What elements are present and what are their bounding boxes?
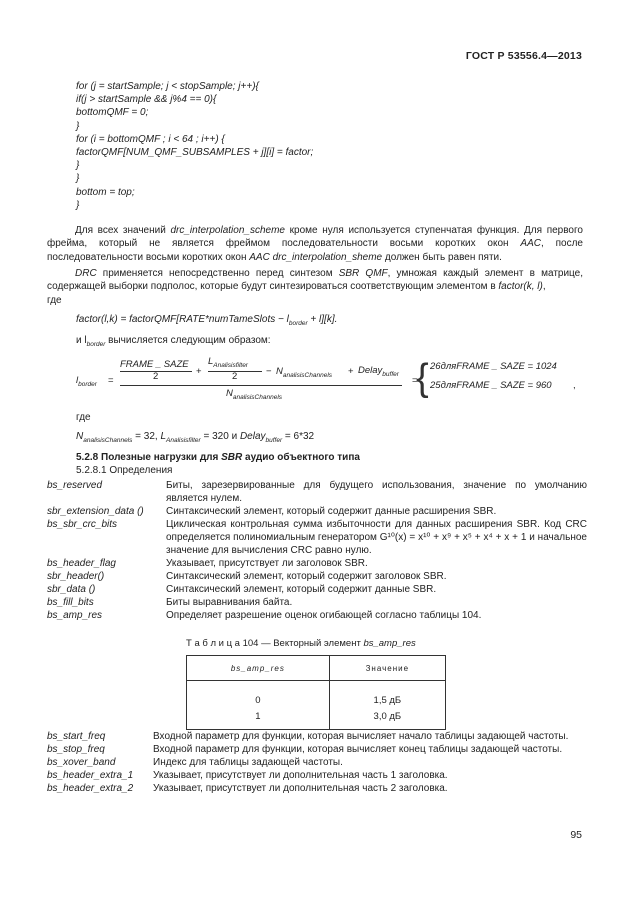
code-line: factorQMF[NUM_QMF_SUBSAMPLES + j][i] = factor; <box>76 147 314 159</box>
where-label: где <box>47 295 62 306</box>
where-label-2: где <box>76 412 91 423</box>
table-header-row <box>187 656 446 681</box>
table-caption: Т а б л и ц а 104 — Векторный элемент bs_amp_res <box>186 638 416 649</box>
definition-item: bs_xover_band Индекс для таблицы задающей частоты. <box>47 757 343 768</box>
table-cell: 0 <box>187 681 330 709</box>
code-block <box>76 80 313 212</box>
definition-item: sbr_extension_data () Синтаксический элемент, который содержит данные расширения SBR. <box>47 506 497 517</box>
definitions-list-2 <box>47 730 587 795</box>
code-line: } <box>76 173 80 185</box>
code-line: bottom = top; <box>76 186 135 198</box>
code-line: } <box>76 199 80 211</box>
definition-item: sbr_header() Синтаксический элемент, который содержит заголовок SBR. <box>47 571 447 582</box>
table-cell: 1 <box>187 708 330 730</box>
subsection-title: 5.2.8.1 Определения <box>76 465 173 476</box>
definition-item: bs_header_extra_1 Указывает, присутствует ли дополнительная часть 1 заголовка. <box>47 770 448 781</box>
definition-item: bs_reserved Биты, зарезервированные для будущего использования, значение по умолчанию является нулем. <box>47 480 587 504</box>
table-cell: 3,0 дБ <box>329 708 445 730</box>
definition-item: bs_sbr_crc_bits Циклическая контрольная сумма избыточности для данных расширения SBR. Код CRC определяется полиномиальным генератором G¹⁰(x) = x¹⁰ + x⁹ + x⁵ + x⁴ + x + 1 и начальное значение для вычисления CRC равно нулю. <box>47 519 587 556</box>
code-line: for (i = bottomQMF ; i < 64 ; i++) { <box>76 133 225 145</box>
table-cell: 1,5 дБ <box>329 681 445 709</box>
table-row <box>187 708 446 730</box>
document-header: ГОСТ Р 53556.4—2013 <box>465 50 582 62</box>
column-header: Значение <box>329 656 445 681</box>
equation-factor: factor(l,k) = factorQMF[RATE*numTameSlots − $l_{border} + l][k]$. <box>76 314 338 327</box>
definition-item: bs_start_freq Входной параметр для функции, которая вычисляет начало таблицы задающей частоты. <box>47 731 569 742</box>
section-title: 5.2.8 Полезные нагрузки для SBR аудио объектного типа <box>76 452 360 463</box>
formula-lborder: $l_{border}$ = FRAME _ SAZE 2 + $L_{Analisisfilter}$ 2 − $N_{analisisChannels}$ + Delay$_{buffer}$ $N_{analisisChannels}$ = { 26дляFRAME _ SAZE = 1024 25дляFRAME _ SAZE = 960 , <box>76 356 576 401</box>
definitions-list <box>47 479 587 622</box>
definition-item: bs_header_extra_2 Указывает, присутствует ли дополнительная часть 2 заголовка. <box>47 783 448 794</box>
table-row <box>187 681 446 709</box>
code-line: } <box>76 120 80 132</box>
column-header: bs_amp_res <box>187 656 330 681</box>
paragraph-drc: DRC применяется непосредственно перед синтезом SBR QMF, умножая каждый элемент в матрице, содержащей выборки подполос, которые будут синтезироваться соответствующим элементом в factor(k, l), <box>47 268 583 293</box>
code-line: if(j > startSample && j%4 == 0){ <box>76 94 217 106</box>
table-bs-amp-res <box>186 655 446 730</box>
definition-item: bs_fill_bits Биты выравнивания байта. <box>47 597 293 608</box>
definition-item: bs_stop_freq Входной параметр для функции, которая вычисляет конец таблицы задающей частоты. <box>47 744 563 755</box>
definition-item: sbr_data () Синтаксический элемент, который содержит данные SBR. <box>47 584 437 595</box>
code-line: for (j = startSample; j < stopSample; j++){ <box>76 81 259 92</box>
parameter-values: $N_{analisisChannels} = 32$, $L_{Analisisfilter} = 320$ и Delay$_{buffer}$ = 6*32 <box>76 431 315 444</box>
code-line: } <box>76 160 80 172</box>
definition-item: bs_header_flag Указывает, присутствует ли заголовок SBR. <box>47 558 368 569</box>
paragraph-interpolation: Для всех значений drc_interpolation_scheme кроме нуля используется ступенчатая функция. Для первого фрейма, который не является фреймом последовательности восьми коротких окон AAC, после последовательности восьми коротких окон AAC drc_interpolation_sheme должен быть равен пяти. <box>47 225 583 263</box>
equation-note: и $l_{border}$ вычисляется следующим образом: <box>76 335 271 348</box>
code-line: bottomQMF = 0; <box>76 107 149 119</box>
definition-item: bs_amp_res Определяет разрешение оценок огибающей согласно таблицы 104. <box>47 610 482 621</box>
page-number: 95 <box>570 829 582 841</box>
